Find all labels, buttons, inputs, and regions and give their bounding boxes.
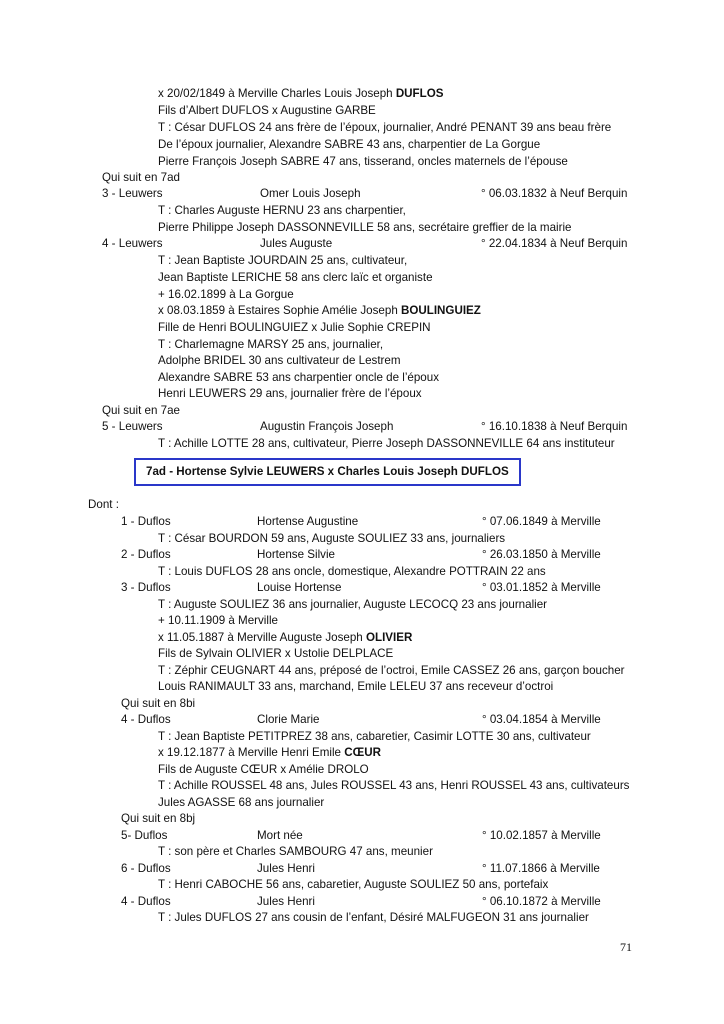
continuation-note: Qui suit en 8bj [121, 812, 196, 825]
entry-number: 1 - Duflos [121, 515, 171, 528]
witness-line: T : Auguste SOULIEZ 36 ans journalier, Auguste LECOCQ 23 ans journalier [158, 598, 548, 611]
marriage-line: x 11.05.1887 à Merville Auguste Joseph OLIVIER [158, 631, 413, 644]
witness-line: T : Jean Baptiste PETITPREZ 38 ans, cabaretier, Casimir LOTTE 30 ans, cultivateur [158, 730, 591, 743]
entry-given-names: Clorie Marie [257, 713, 320, 726]
witness-line: Louis RANIMAULT 33 ans, marchand, Emile LELEU 37 ans receveur d’octroi [158, 680, 554, 693]
entry-number: 4 - Leuwers [102, 237, 163, 250]
witness-line: Jean Baptiste LERICHE 58 ans clerc laïc et organiste [158, 271, 433, 284]
parents-line: Fille de Henri BOULINGUIEZ x Julie Sophie CREPIN [158, 321, 431, 334]
entry-given-names: Jules Henri [257, 862, 315, 875]
witness-line: De l’époux journalier, Alexandre SABRE 43 ans, charpentier de La Gorgue [158, 138, 541, 151]
entry-birth: ° 10.02.1857 à Merville [482, 829, 601, 842]
entry-number: 4 - Duflos [121, 895, 171, 908]
marriage-line: x 08.03.1859 à Estaires Sophie Amélie Joseph BOULINGUIEZ [158, 304, 481, 317]
parents-line: Fils d’Albert DUFLOS x Augustine GARBE [158, 104, 376, 117]
entry-birth: ° 11.07.1866 à Merville [482, 862, 600, 875]
entry-birth: ° 03.01.1852 à Merville [482, 581, 601, 594]
entry-number: 5- Duflos [121, 829, 168, 842]
death-line: + 16.02.1899 à La Gorgue [158, 288, 294, 301]
witness-line: Henri LEUWERS 29 ans, journalier frère de l’époux [158, 387, 422, 400]
section-title: 7ad - Hortense Sylvie LEUWERS x Charles Louis Joseph DUFLOS [146, 465, 509, 478]
death-line: + 10.11.1909 à Merville [158, 614, 278, 627]
witness-line: T : Zéphir CEUGNART 44 ans, préposé de l’octroi, Emile CASSEZ 26 ans, garçon boucher [158, 664, 625, 677]
witness-line: Pierre François Joseph SABRE 47 ans, tisserand, oncles maternels de l’épouse [158, 155, 568, 168]
witness-line: Alexandre SABRE 53 ans charpentier oncle de l’époux [158, 371, 440, 384]
witness-line: Jules AGASSE 68 ans journalier [158, 796, 325, 809]
witness-line: Adolphe BRIDEL 30 ans cultivateur de Lestrem [158, 354, 401, 367]
witness-line: T : Achille LOTTE 28 ans, cultivateur, Pierre Joseph DASSONNEVILLE 64 ans instituteur [158, 437, 615, 450]
witness-line: T : Charles Auguste HERNU 23 ans charpentier, [158, 204, 406, 217]
entry-given-names: Omer Louis Joseph [260, 187, 361, 200]
entry-number: 3 - Leuwers [102, 187, 163, 200]
entry-given-names: Augustin François Joseph [260, 420, 394, 433]
entry-number: 2 - Duflos [121, 548, 171, 561]
marriage-line: x 20/02/1849 à Merville Charles Louis Joseph DUFLOS [158, 87, 444, 100]
continuation-note: Qui suit en 7ae [102, 404, 180, 417]
witness-line: T : Charlemagne MARSY 25 ans, journalier, [158, 338, 384, 351]
witness-line: T : Jean Baptiste JOURDAIN 25 ans, cultivateur, [158, 254, 408, 267]
parents-line: Fils de Auguste CŒUR x Amélie DROLO [158, 763, 369, 776]
entry-birth: ° 22.04.1834 à Neuf Berquin [481, 237, 628, 250]
entry-given-names: Louise Hortense [257, 581, 342, 594]
entry-birth: ° 06.10.1872 à Merville [482, 895, 601, 908]
witness-line: T : César DUFLOS 24 ans frère de l’époux, journalier, André PENANT 39 ans beau frère [158, 121, 612, 134]
witness-line: T : César BOURDON 59 ans, Auguste SOULIEZ 33 ans, journaliers [158, 532, 506, 545]
witness-line: T : Henri CABOCHE 56 ans, cabaretier, Auguste SOULIEZ 50 ans, portefaix [158, 878, 549, 891]
entry-given-names: Mort née [257, 829, 303, 842]
entry-birth: ° 26.03.1850 à Merville [482, 548, 601, 561]
entry-birth: ° 07.06.1849 à Merville [482, 515, 601, 528]
entry-number: 5 - Leuwers [102, 420, 163, 433]
continuation-note: Qui suit en 8bi [121, 697, 196, 710]
entry-given-names: Jules Auguste [260, 237, 333, 250]
entry-given-names: Hortense Augustine [257, 515, 359, 528]
witness-line: T : Jules DUFLOS 27 ans cousin de l’enfant, Désiré MALFUGEON 31 ans journalier [158, 911, 589, 924]
marriage-line: x 19.12.1877 à Merville Henri Emile CŒUR [158, 746, 381, 759]
entry-birth: ° 16.10.1838 à Neuf Berquin [481, 420, 628, 433]
entry-birth: ° 06.03.1832 à Neuf Berquin [481, 187, 628, 200]
parents-line: Fils de Sylvain OLIVIER x Ustolie DELPLACE [158, 647, 394, 660]
entry-number: 4 - Duflos [121, 713, 171, 726]
dont-label: Dont : [88, 498, 119, 511]
witness-line: Pierre Philippe Joseph DASSONNEVILLE 58 ans, secrétaire greffier de la mairie [158, 221, 572, 234]
witness-line: T : son père et Charles SAMBOURG 47 ans, meunier [158, 845, 433, 858]
witness-line: T : Achille ROUSSEL 48 ans, Jules ROUSSEL 43 ans, Henri ROUSSEL 43 ans, cultivateurs [158, 779, 630, 792]
entry-number: 3 - Duflos [121, 581, 171, 594]
section-title-box [134, 458, 521, 486]
page-number: 71 [620, 940, 632, 954]
entry-number: 6 - Duflos [121, 862, 171, 875]
entry-given-names: Jules Henri [257, 895, 315, 908]
entry-birth: ° 03.04.1854 à Merville [482, 713, 601, 726]
witness-line: T : Louis DUFLOS 28 ans oncle, domestique, Alexandre POTTRAIN 22 ans [158, 565, 546, 578]
entry-given-names: Hortense Silvie [257, 548, 335, 561]
continuation-note: Qui suit en 7ad [102, 171, 180, 184]
